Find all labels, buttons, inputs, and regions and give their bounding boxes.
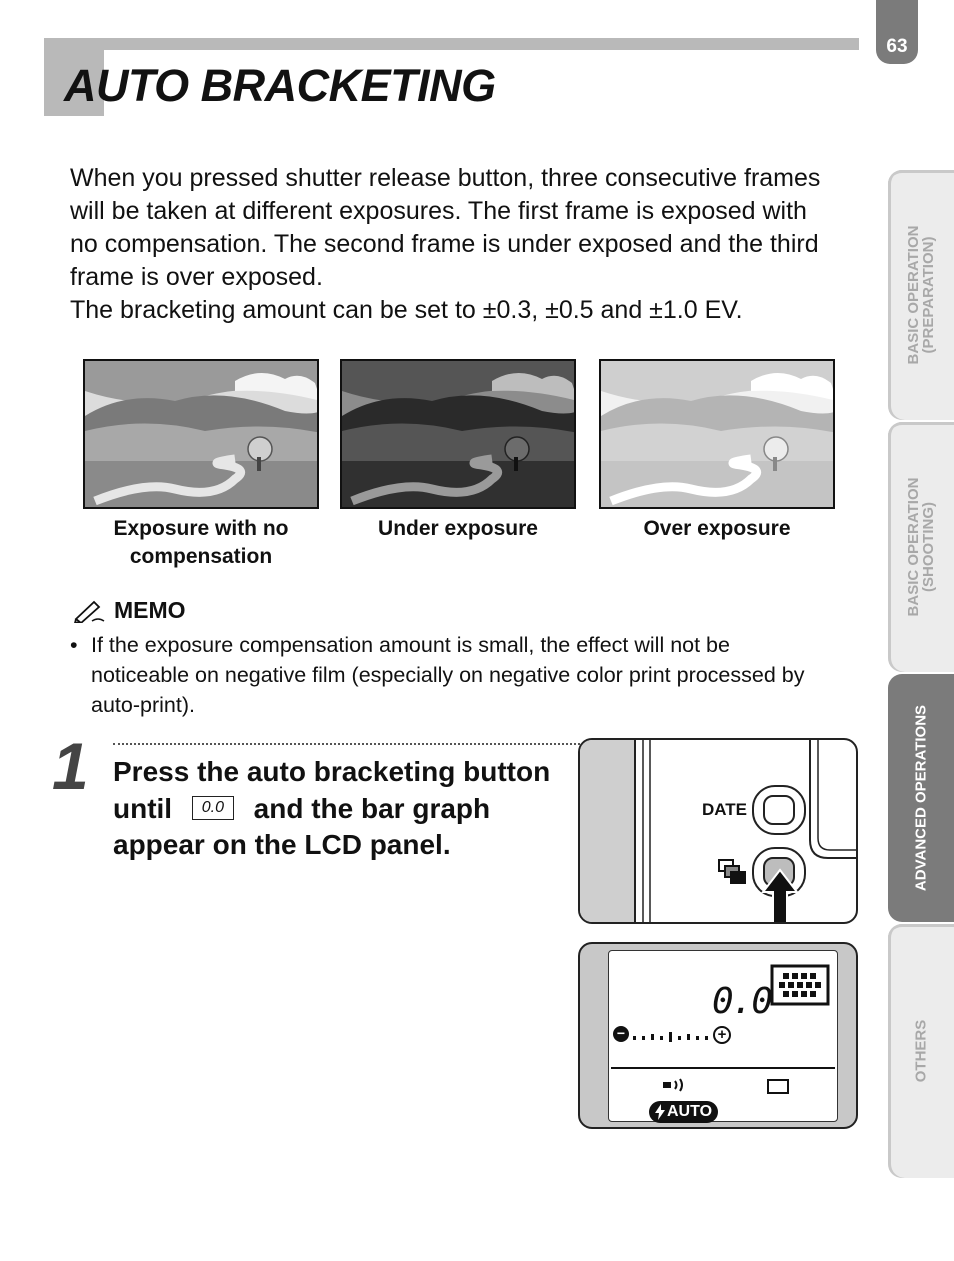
- lcd-self-timer-icon: [663, 1078, 689, 1092]
- lcd-minus-symbol: −: [613, 1026, 629, 1042]
- landscape-over-image: [601, 361, 835, 509]
- page-number-tab: [876, 0, 918, 64]
- side-tab-label: [906, 478, 936, 617]
- photo-over-exposure: [599, 359, 835, 509]
- memo-bullet-text: If the exposure compensation amount is small, the effect will not be noticeable on negative film (especially on negative color print processed by auto-print).: [91, 633, 805, 717]
- landscape-under-image: [342, 361, 576, 509]
- side-tab-label: [914, 1020, 929, 1083]
- photo-under-exposure: [340, 359, 576, 509]
- step-text-before: Press the auto bracketing button until: [113, 756, 551, 824]
- side-tab-line2: (PREPARATION): [920, 236, 937, 354]
- intro-paragraph-2: The bracketing amount can be set to ±0.3, ±0.5 and ±1.0 EV.: [70, 296, 743, 324]
- bullet-glyph: •: [70, 633, 78, 657]
- camera-buttons-diagram: [578, 738, 858, 924]
- lcd-flash-auto-badge: [649, 1101, 718, 1123]
- step-divider: [113, 743, 580, 745]
- lcd-frame-icon: [767, 1079, 789, 1094]
- memo-heading: [72, 597, 186, 624]
- side-tab-label: [914, 705, 929, 891]
- side-tab-basic-shooting[interactable]: [888, 422, 954, 672]
- landscape-normal-image: [85, 361, 319, 509]
- pencil-memo-icon: [72, 599, 106, 623]
- caption-over-exposure: Over exposure: [643, 517, 791, 540]
- step-number: 1: [52, 729, 89, 803]
- bracket-indicator-icon: 0.0: [192, 796, 234, 820]
- page-title: AUTO BRACKETING: [64, 60, 496, 111]
- page-number: 63: [886, 36, 908, 57]
- lcd-bracket-frame-icon: [769, 963, 831, 1007]
- lcd-exposure-bar-graph: [633, 1029, 711, 1043]
- camera-body-illustration: [580, 740, 856, 922]
- intro-text: [70, 162, 830, 327]
- flash-icon: [655, 1104, 665, 1120]
- memo-title: MEMO: [114, 597, 186, 623]
- side-tab-advanced-operations[interactable]: [888, 674, 954, 922]
- lcd-flash-label: AUTO: [667, 1103, 713, 1120]
- lcd-plus-symbol: +: [713, 1026, 731, 1044]
- title-bar: [44, 38, 859, 50]
- caption-normal-exposure: Exposure with no compensation: [113, 517, 289, 568]
- lcd-screen: [608, 950, 838, 1122]
- step-instruction: [113, 754, 553, 864]
- auto-bracket-icon: [717, 858, 747, 886]
- side-tab-line1: BASIC OPERATION: [905, 477, 922, 617]
- step-text-after: and the bar graph appear on the LCD panel.: [113, 792, 491, 860]
- intro-paragraph-1: When you pressed shutter release button, three consecutive frames will be taken at different exposures. The first frame is exposed with no compensation. The second frame is under exposed and the third frame is over exposed.: [70, 164, 821, 291]
- caption-under-exposure: Under exposure: [378, 517, 538, 540]
- side-tab-label: [906, 226, 936, 365]
- side-tab-line1: OTHERS: [912, 1019, 930, 1083]
- side-tab-line1: BASIC OPERATION: [905, 225, 922, 365]
- photo-normal-exposure: [83, 359, 319, 509]
- side-tab-line2: (SHOOTING): [920, 502, 937, 592]
- lcd-panel-diagram: [578, 942, 858, 1129]
- date-button-label: DATE: [702, 800, 748, 819]
- lcd-value-readout: 0.0: [712, 981, 772, 1022]
- lcd-divider: [611, 1067, 835, 1069]
- side-tab-others[interactable]: [888, 924, 954, 1178]
- up-arrow-icon: [761, 868, 799, 924]
- side-tab-line1: ADVANCED OPERATIONS: [912, 704, 930, 892]
- side-tab-basic-preparation[interactable]: [888, 170, 954, 420]
